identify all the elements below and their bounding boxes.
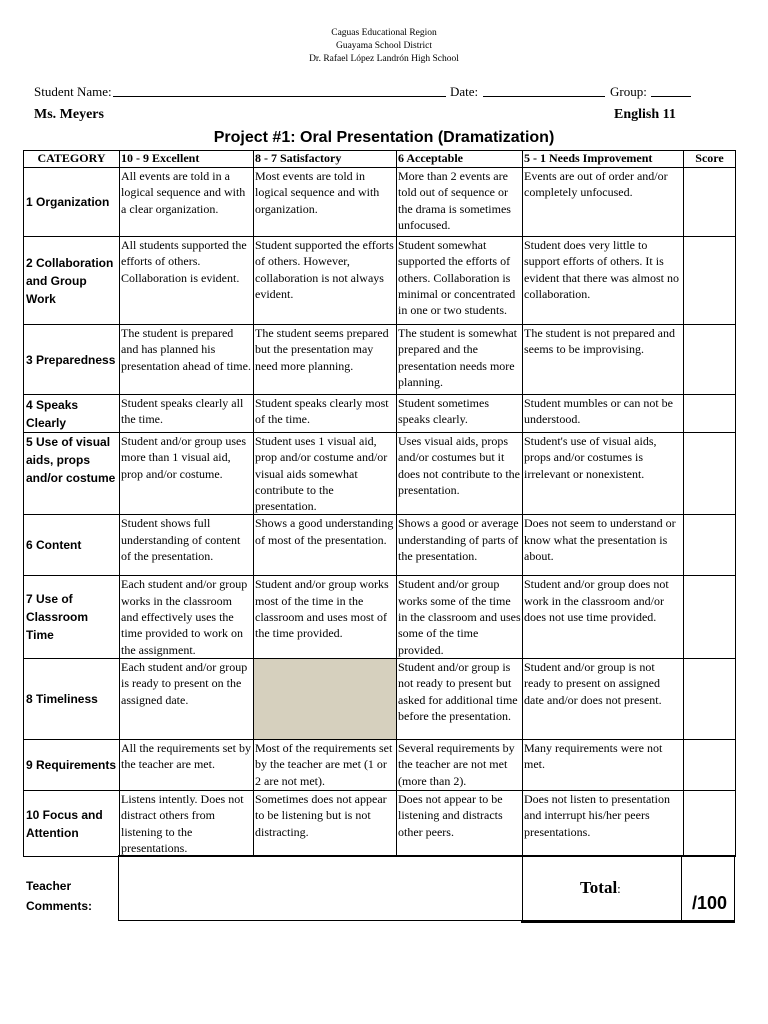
score-cell[interactable] xyxy=(684,515,736,576)
total-score-max: /100 xyxy=(692,893,728,913)
needs-improvement-cell: Many requirements were not met. xyxy=(523,739,684,790)
needs-improvement-cell: Events are out of order and/or completely unfocused. xyxy=(523,168,684,237)
needs-improvement-cell: Does not listen to presentation and interrupt his/her peers presentations. xyxy=(523,790,684,856)
region-line: Caguas Educational Region xyxy=(331,28,437,38)
acceptable-cell: Several requirements by the teacher are not met (more than 2). xyxy=(397,739,523,790)
excellent-cell: All the requirements set by the teacher are met. xyxy=(120,739,254,790)
acceptable-cell: Does not appear to be listening and distracts other peers. xyxy=(397,790,523,856)
satisfactory-cell: Student and/or group works most of the time in the classroom and uses most of the time provided. xyxy=(254,576,397,658)
needs-improvement-cell: Student mumbles or can not be understood. xyxy=(523,395,684,433)
needs-improvement-cell: Student's use of visual aids, props and/or costumes is irrelevant or nonexistent. xyxy=(523,433,684,515)
acceptable-cell: Student and/or group works some of the time in the classroom and uses some of the time provided. xyxy=(398,577,521,657)
total-label-text: Total xyxy=(580,878,618,897)
table-row xyxy=(24,658,736,739)
table-row xyxy=(24,790,736,856)
acceptable-cell: Uses visual aids, props and/or costumes but it does not contribute to the presentation. xyxy=(397,433,523,515)
header-acceptable: 6 Acceptable xyxy=(397,151,523,168)
score-cell[interactable] xyxy=(684,433,736,515)
school-line: Dr. Rafael López Landrón High School xyxy=(309,54,459,64)
table-row xyxy=(24,433,736,515)
student-name-label: Student Name: xyxy=(34,84,112,99)
satisfactory-cell: Student speaks clearly most of the time. xyxy=(254,395,397,433)
category-cell: 9 Requirements xyxy=(24,739,120,790)
table-row xyxy=(24,515,736,576)
satisfactory-cell: Student uses 1 visual aid, prop and/or costume and/or visual aids somewhat contribute to the presentation. xyxy=(254,433,397,515)
score-cell[interactable] xyxy=(684,739,736,790)
excellent-cell: Student speaks clearly all the time. xyxy=(120,395,254,433)
category-cell: 10 Focus and Attention xyxy=(24,790,120,856)
course-name: English 11 xyxy=(614,107,676,122)
needs-improvement-cell: Student and/or group is not ready to present on assigned date and/or does not present. xyxy=(523,658,684,739)
excellent-cell: Listens intently. Does not distract others from listening to the presentations. xyxy=(120,790,254,856)
acceptable-cell: Student sometimes speaks clearly. xyxy=(397,395,523,433)
table-row xyxy=(24,739,736,790)
header-satisfactory: 8 - 7 Satisfactory xyxy=(254,151,397,168)
category-cell: 6 Content xyxy=(24,515,120,576)
score-cell[interactable] xyxy=(684,790,736,856)
excellent-cell: The student is prepared and has planned his presentation ahead of time. xyxy=(120,325,254,395)
score-cell[interactable] xyxy=(684,576,736,658)
category-cell: 2 Collaboration and Group Work xyxy=(24,237,120,325)
score-cell[interactable] xyxy=(684,325,736,395)
comments-label-line2: Comments: xyxy=(26,899,93,913)
excellent-cell: Each student and/or group works in the classroom and effectively uses the time provided to work on the assignment. xyxy=(120,576,254,658)
excellent-cell: Student shows full understanding of content of the presentation. xyxy=(120,515,254,576)
header-row xyxy=(24,151,736,168)
date-field[interactable] xyxy=(483,84,605,97)
header-needs-improvement: 5 - 1 Needs Improvement xyxy=(523,151,684,168)
category-cell: 3 Preparedness xyxy=(24,325,120,395)
excellent-cell: Each student and/or group is ready to present on the assigned date. xyxy=(120,658,254,739)
category-cell: 4 Speaks Clearly xyxy=(24,395,120,433)
satisfactory-cell: Shows a good understanding of most of the presentation. xyxy=(254,515,397,576)
excellent-cell: All students supported the efforts of others. Collaboration is evident. xyxy=(120,237,254,325)
teacher-name: Ms. Meyers xyxy=(34,107,104,122)
score-cell[interactable] xyxy=(684,658,736,739)
satisfactory-cell: Most events are told in logical sequence and with organization. xyxy=(254,168,397,237)
needs-improvement-cell: Student and/or group does not work in the classroom and/or does not use time provided. xyxy=(523,576,684,658)
acceptable-cell: More than 2 events are told out of sequence or the drama is sometimes unfocused. xyxy=(397,168,523,237)
needs-improvement-cell: The student is not prepared and seems to be improvising. xyxy=(523,325,684,395)
satisfactory-cell: Sometimes does not appear to be listening but is not distracting. xyxy=(254,790,397,856)
acceptable-cell: Shows a good or average understanding of parts of the presentation. xyxy=(397,515,523,576)
category-cell: 7 Use of Classroom Time xyxy=(24,576,120,658)
table-row xyxy=(24,168,736,237)
table-row xyxy=(24,325,736,395)
group-label: Group: xyxy=(610,84,647,99)
header-category: CATEGORY xyxy=(24,151,120,168)
needs-improvement-cell: Does not seem to understand or know what the presentation is about. xyxy=(523,515,684,576)
acceptable-cell: The student is somewhat prepared and the presentation needs more planning. xyxy=(397,325,523,395)
total-label xyxy=(580,878,621,898)
acceptable-cell: Student somewhat supported the efforts of others. Collaboration is minimal or concentrated in one or two students. xyxy=(397,237,523,325)
satisfactory-cell: Most of the requirements set by the teacher are met (1 or 2 are not met). xyxy=(254,739,397,790)
needs-improvement-cell: Student does very little to support efforts of others. It is evident that there was almost no collaboration. xyxy=(523,237,684,325)
comments-label-line1: Teacher xyxy=(26,879,72,893)
teacher-comments-label xyxy=(26,876,92,916)
score-cell[interactable] xyxy=(684,237,736,325)
category-cell: 8 Timeliness xyxy=(24,658,120,739)
group-field[interactable] xyxy=(651,84,691,97)
district-line: Guayama School District xyxy=(335,41,433,51)
page-title: Project #1: Oral Presentation (Dramatization) xyxy=(213,129,555,146)
header-excellent: 10 - 9 Excellent xyxy=(120,151,254,168)
teacher-comments-box[interactable] xyxy=(118,855,523,921)
satisfactory-cell-shaded xyxy=(254,658,397,739)
satisfactory-cell: The student seems prepared but the presentation may need more planning. xyxy=(254,325,397,395)
score-cell[interactable] xyxy=(684,168,736,237)
satisfactory-cell: Student supported the efforts of others. However, collaboration is not always evident. xyxy=(254,237,397,325)
excellent-cell: All events are told in a logical sequence and with a clear organization. xyxy=(120,168,254,237)
acceptable-cell: Student and/or group is not ready to present but asked for additional time before the presentation. xyxy=(397,658,523,739)
table-row xyxy=(24,395,736,433)
table-row xyxy=(24,237,736,325)
rubric-table xyxy=(23,150,736,857)
category-cell: 1 Organization xyxy=(24,168,120,237)
score-cell[interactable] xyxy=(684,395,736,433)
table-row xyxy=(24,576,736,658)
student-name-field[interactable] xyxy=(113,84,446,97)
excellent-cell: Student and/or group uses more than 1 visual aid, prop and/or costume. xyxy=(120,433,254,515)
header-score: Score xyxy=(684,151,736,168)
total-colon: : xyxy=(617,881,621,896)
category-cell: 5 Use of visual aids, props and/or costume xyxy=(24,433,120,515)
school-header xyxy=(0,27,768,66)
date-label: Date: xyxy=(450,84,479,99)
